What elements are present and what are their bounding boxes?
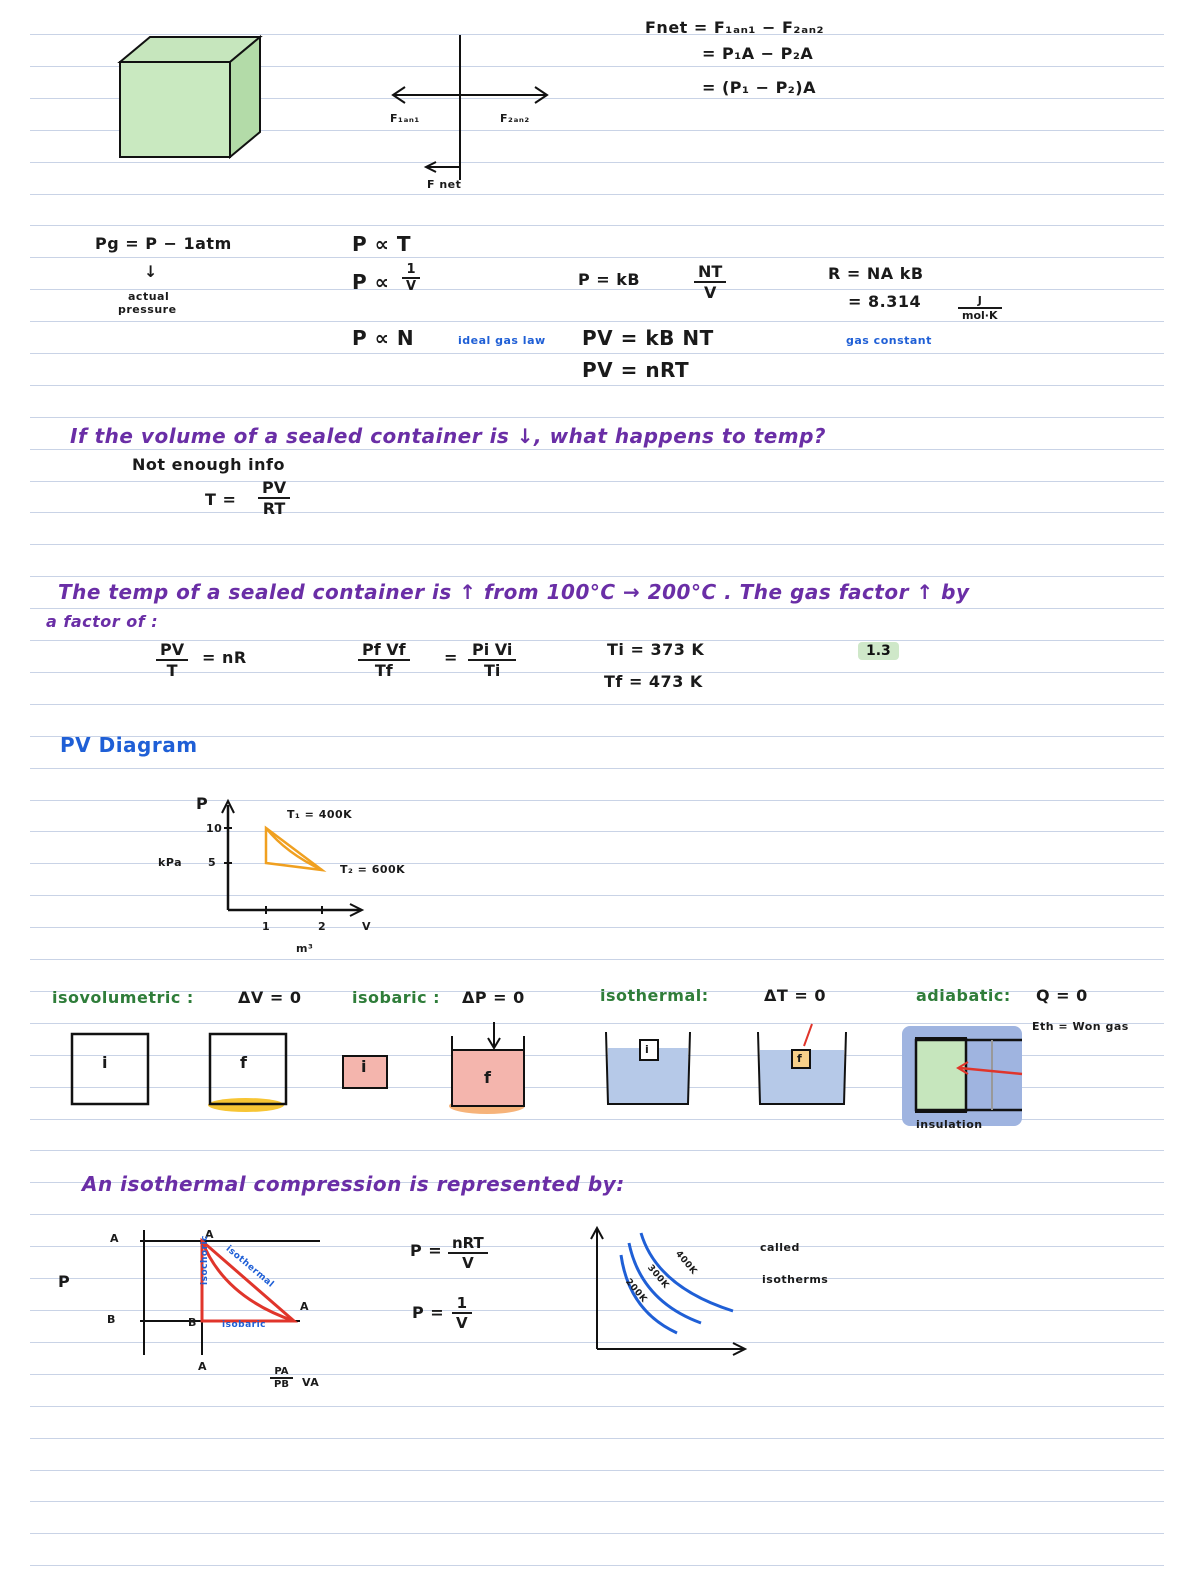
iso-p-eq2-fraction xyxy=(452,1294,472,1332)
isothermal-final-label: f xyxy=(797,1052,803,1065)
q2-eq1-suffix: = nR xyxy=(202,648,247,667)
isothermal-compression-question: An isothermal compression is represented by: xyxy=(82,1172,625,1196)
fraction-num: Pi Vi xyxy=(468,640,516,661)
insulation-label: insulation xyxy=(916,1118,983,1131)
question-2-line-2: a factor of : xyxy=(46,612,159,631)
iso-p-eq2-prefix: P = xyxy=(412,1303,445,1322)
pv-t1-label: T₁ = 400K xyxy=(287,808,353,821)
iso-y-b-label: B xyxy=(107,1313,116,1326)
ideal-p-fraction xyxy=(694,262,726,302)
ruled-line xyxy=(30,1406,1164,1407)
ruled-line xyxy=(30,1533,1164,1534)
fraction-den: V xyxy=(462,1254,474,1272)
q2-eq2-equals: = xyxy=(444,648,458,667)
ruled-line xyxy=(30,289,1164,290)
ruled-line xyxy=(30,768,1164,769)
ruled-line xyxy=(30,1150,1164,1151)
q2-final-fraction xyxy=(358,640,410,680)
isotherm-300k-label: 300K xyxy=(645,1263,671,1291)
ruled-line xyxy=(30,194,1164,195)
force-right-label: F₂ₐₙ₂ xyxy=(500,112,530,125)
iso-p-eq-fraction xyxy=(448,1234,488,1272)
ruled-line xyxy=(30,736,1164,737)
iso-p-eq-prefix: P = xyxy=(410,1241,443,1260)
fnet-eq3: = (P₁ − P₂)A xyxy=(702,78,816,97)
ruled-line xyxy=(30,1374,1164,1375)
pv-p-axis-label: P xyxy=(196,794,209,813)
isothermal-compression-diagram xyxy=(120,1225,320,1365)
iso-p-axis-label: P xyxy=(58,1272,71,1291)
ruled-line xyxy=(30,1470,1164,1471)
green-cube-drawing xyxy=(115,32,265,162)
p-prop-v-fraction xyxy=(402,262,420,294)
iso-x-va: VA xyxy=(302,1376,320,1389)
gas-const-eq2: = 8.314 xyxy=(848,292,922,311)
fraction-num: PV xyxy=(258,478,290,499)
ruled-line xyxy=(30,704,1164,705)
ruled-line xyxy=(30,225,1164,226)
fraction-den: RT xyxy=(262,499,286,518)
q2-tf: Tf = 473 K xyxy=(604,672,703,691)
question-1: If the volume of a sealed container is ↓, what happens to temp? xyxy=(70,424,827,448)
fraction-num: Pf Vf xyxy=(358,640,410,661)
pv-t2-label: T₂ = 600K xyxy=(340,863,406,876)
isotherm-400k-label: 400K xyxy=(673,1249,699,1277)
adiabatic-label: adiabatic: xyxy=(916,986,1011,1005)
q1-t-fraction xyxy=(258,478,290,518)
fraction-den: V xyxy=(406,279,417,294)
actual-note-2: pressure xyxy=(118,303,177,316)
gauge-pressure-eq: Pg = P − 1atm xyxy=(95,234,232,253)
fraction-den: PB xyxy=(274,1379,289,1390)
fnet-eq2: = P₁A − P₂A xyxy=(702,44,814,63)
fraction-num: PA xyxy=(270,1366,293,1379)
fraction-num: PV xyxy=(156,640,188,661)
iso-point-a-right: A xyxy=(300,1300,310,1313)
p-prop-t: P ∝ T xyxy=(352,232,411,256)
iso-point-b: B xyxy=(188,1316,197,1329)
iso-x-fraction xyxy=(270,1366,293,1390)
ruled-line xyxy=(30,544,1164,545)
ruled-line xyxy=(30,417,1164,418)
isobaric-initial-label: i xyxy=(361,1057,367,1076)
fraction-num: NT xyxy=(694,262,726,283)
fraction-den: mol·K xyxy=(962,309,998,322)
isovolumetric-label: isovolumetric : xyxy=(52,988,194,1007)
ideal-eq2: PV = nRT xyxy=(582,358,690,382)
isobaric-final-label: f xyxy=(484,1068,492,1087)
ruled-line xyxy=(30,512,1164,513)
pv-diagram-heading: PV Diagram xyxy=(60,733,198,757)
q2-initial-fraction xyxy=(468,640,516,680)
ruled-line xyxy=(30,481,1164,482)
fraction-den: Ti xyxy=(483,661,501,680)
fraction-num: 1 xyxy=(452,1294,472,1314)
q1-answer: Not enough info xyxy=(132,455,285,474)
called-note: called xyxy=(760,1241,800,1254)
ideal-p-prefix: P = kB xyxy=(578,270,641,289)
isotherms-note: isotherms xyxy=(762,1273,829,1286)
question-2-line-1: The temp of a sealed container is ↑ from 100°C → 200°C . The gas factor ↑ by xyxy=(58,580,970,604)
ruled-line xyxy=(30,162,1164,163)
ruled-line xyxy=(30,672,1164,673)
pv-kpa-label: kPa xyxy=(158,856,183,869)
isotherms-graph xyxy=(585,1225,755,1355)
fnet-eq1: Fnet = F₁ₐₙ₁ − F₂ₐₙ₂ xyxy=(645,18,825,37)
fraction-den: T xyxy=(166,661,178,680)
q2-answer-highlight: 1.3 xyxy=(858,642,899,660)
process-drawings xyxy=(60,1010,1060,1140)
force-net-label: F net xyxy=(427,178,462,191)
iso-point-a-top: A xyxy=(205,1228,215,1241)
ruled-line xyxy=(30,608,1164,609)
ideal-gas-law-label: ideal gas law xyxy=(458,334,546,347)
ruled-line xyxy=(30,1214,1164,1215)
pv-x-tick-2: 2 xyxy=(318,920,327,933)
isothermal-initial-label: i xyxy=(645,1043,650,1056)
q2-pv-over-t xyxy=(156,640,188,680)
pv-x-tick-1: 1 xyxy=(262,920,271,933)
isothermal-label: isothermal: xyxy=(600,986,709,1005)
fraction-num: J xyxy=(958,294,1002,309)
actual-note-1: actual xyxy=(128,290,170,303)
iso-x-a-label: A xyxy=(198,1360,208,1373)
isovolumetric-eq: ΔV = 0 xyxy=(238,988,302,1007)
ruled-line xyxy=(30,385,1164,386)
gas-const-unit xyxy=(958,294,1002,322)
ruled-line xyxy=(30,1438,1164,1439)
p-prop-v-prefix: P ∝ xyxy=(352,270,390,294)
pv-v-axis-label: V xyxy=(362,920,372,933)
fraction-den: Tf xyxy=(374,661,393,680)
ruled-line xyxy=(30,1565,1164,1566)
down-arrow-icon: ↓ xyxy=(144,262,158,281)
fraction-den: V xyxy=(456,1314,468,1332)
ideal-eq1: PV = kB NT xyxy=(582,326,714,350)
pv-y-low-tick: 5 xyxy=(208,856,217,869)
adiabatic-note: Eth = Won gas xyxy=(1032,1020,1129,1033)
isovolumetric-initial-label: i xyxy=(102,1053,108,1072)
ruled-line xyxy=(30,959,1164,960)
force-left-label: F₁ₐₙ₁ xyxy=(390,112,420,125)
isothermal-curve-label: isothermal xyxy=(223,1244,276,1290)
fraction-num: nRT xyxy=(448,1234,488,1254)
q2-ti: Ti = 373 K xyxy=(607,640,705,659)
isovolumetric-final-label: f xyxy=(240,1053,248,1072)
isobaric-line-label: isobaric xyxy=(222,1320,266,1330)
iso-y-a-label: A xyxy=(110,1232,120,1245)
ruled-line xyxy=(30,449,1164,450)
isotherm-200k-label: 200K xyxy=(623,1277,649,1305)
isobaric-eq: ΔP = 0 xyxy=(462,988,525,1007)
gas-constant-label: gas constant xyxy=(846,334,932,347)
ruled-line xyxy=(30,576,1164,577)
ruled-line xyxy=(30,1501,1164,1502)
ruled-line xyxy=(30,257,1164,258)
isothermal-eq: ΔT = 0 xyxy=(764,986,826,1005)
force-axes-drawing xyxy=(380,30,560,180)
gas-const-eq1: R = NA kB xyxy=(828,264,924,283)
adiabatic-eq: Q = 0 xyxy=(1036,986,1088,1005)
ruled-line xyxy=(30,640,1164,641)
fraction-num: 1 xyxy=(402,262,420,279)
q1-t-prefix: T = xyxy=(205,490,237,509)
pv-y-high-tick: 10 xyxy=(206,822,223,835)
isochoric-label: isochoric xyxy=(199,1235,210,1285)
isobaric-label: isobaric : xyxy=(352,988,441,1007)
fraction-den: V xyxy=(703,283,717,302)
pv-m3-label: m³ xyxy=(296,942,314,955)
p-prop-n: P ∝ N xyxy=(352,326,415,350)
ruled-line xyxy=(30,353,1164,354)
